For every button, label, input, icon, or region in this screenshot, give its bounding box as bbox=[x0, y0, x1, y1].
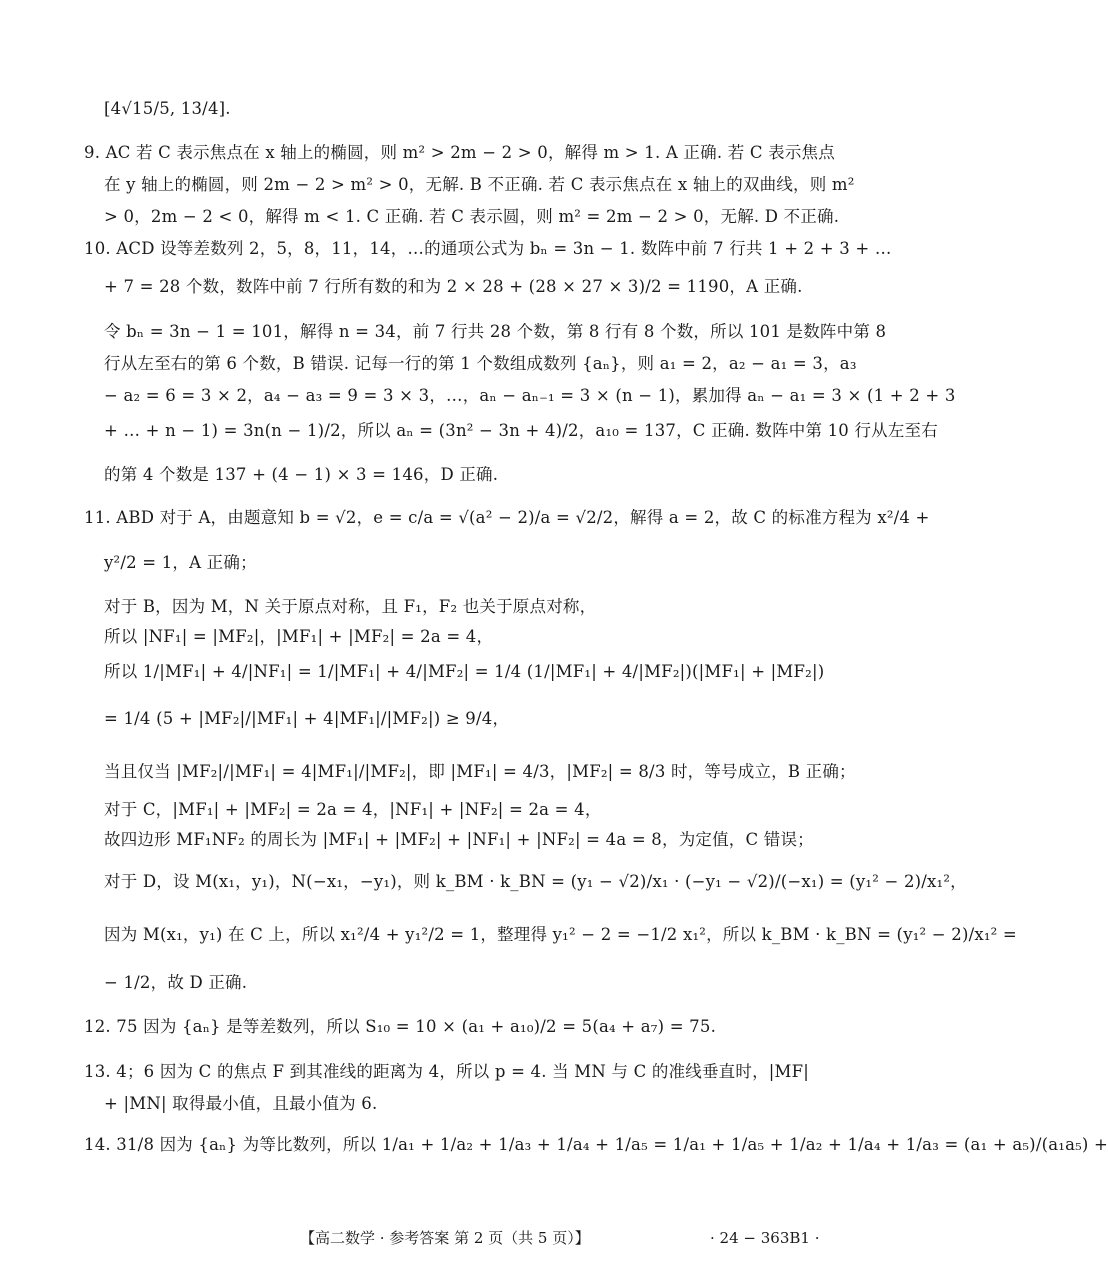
text-line: > 0，2m − 2 < 0，解得 m < 1. C 正确. 若 C 表示圆，则 m² = 2m − 2 > 0，无解. D 不正确. bbox=[104, 207, 840, 226]
text-line: 令 bₙ = 3n − 1 = 101，解得 n = 34，前 7 行共 28 个数，第 8 行有 8 个数，所以 101 是数阵中第 8 bbox=[104, 322, 887, 341]
footer-page-info: 【高二数学 · 参考答案 第 2 页（共 5 页）】 bbox=[300, 1229, 590, 1247]
text-line: 对于 B，因为 M，N 关于原点对称，且 F₁，F₂ 也关于原点对称， bbox=[104, 597, 597, 616]
text-line: 11. ABD 对于 A，由题意知 b = √2，e = c/a = √(a² − 2)/a = √2/2，解得 a = 2，故 C 的标准方程为 x²/4 + bbox=[84, 508, 930, 527]
text-line: + … + n − 1) = 3n(n − 1)/2，所以 aₙ = (3n² − 3n + 4)/2，a₁₀ = 137，C 正确. 数阵中第 10 行从左至右 bbox=[104, 421, 938, 440]
text-line: 对于 C，|MF₁| + |MF₂| = 2a = 4，|NF₁| + |NF₂| = 2a = 4， bbox=[104, 800, 602, 819]
text-line: 所以 1/|MF₁| + 4/|NF₁| = 1/|MF₁| + 4/|MF₂| = 1/4 (1/|MF₁| + 4/|MF₂|)(|MF₁| + |MF₂|) bbox=[104, 662, 825, 681]
text-line: 所以 |NF₁| = |MF₂|，|MF₁| + |MF₂| = 2a = 4， bbox=[104, 627, 494, 646]
text-line: = 1/4 (5 + |MF₂|/|MF₁| + 4|MF₁|/|MF₂|) ≥ 9/4， bbox=[104, 709, 510, 728]
text-line: + |MN| 取得最小值，且最小值为 6. bbox=[104, 1094, 378, 1113]
text-line: 14. 31/8 因为 {aₙ} 为等比数列，所以 1/a₁ + 1/a₂ + 1/a₃ + 1/a₄ + 1/a₅ = 1/a₁ + 1/a₅ + 1/a₂ + 1/a₄ + 1/a₃ = (a₁ + a₅)/(a₁a₅) + bbox=[84, 1135, 1108, 1154]
text-line: 的第 4 个数是 137 + (4 − 1) × 3 = 146，D 正确. bbox=[104, 465, 499, 484]
text-line: 在 y 轴上的椭圆，则 2m − 2 > m² > 0，无解. B 不正确. 若 C 表示焦点在 x 轴上的双曲线，则 m² bbox=[104, 175, 855, 194]
text-line: 9. AC 若 C 表示焦点在 x 轴上的椭圆，则 m² > 2m − 2 > 0，解得 m > 1. A 正确. 若 C 表示焦点 bbox=[84, 143, 835, 162]
text-line: 对于 D，设 M(x₁，y₁)，N(−x₁，−y₁)，则 k_BM · k_BN = (y₁ − √2)/x₁ · (−y₁ − √2)/(−x₁) = (y₁² − 2)/x₁²， bbox=[104, 872, 967, 891]
text-line: − 1/2，故 D 正确. bbox=[104, 973, 248, 992]
text-line: 行从左至右的第 6 个数，B 错误. 记每一行的第 1 个数组成数列 {aₙ}，则 a₁ = 2，a₂ − a₁ = 3，a₃ bbox=[104, 354, 857, 373]
text-line: 因为 M(x₁，y₁) 在 C 上，所以 x₁²/4 + y₁²/2 = 1，整理得 y₁² − 2 = −1/2 x₁²，所以 k_BM · k_BN = (y₁² − 2)/x₁² = bbox=[104, 925, 1017, 944]
text-line: y²/2 = 1，A 正确； bbox=[104, 553, 257, 572]
footer-doc-code: · 24 − 363B1 · bbox=[710, 1229, 820, 1247]
text-line: 12. 75 因为 {aₙ} 是等差数列，所以 S₁₀ = 10 × (a₁ + a₁₀)/2 = 5(a₄ + a₇) = 75. bbox=[84, 1017, 717, 1036]
text-line: [4√15/5, 13/4]. bbox=[104, 99, 231, 118]
text-line: 故四边形 MF₁NF₂ 的周长为 |MF₁| + |MF₂| + |NF₁| + |NF₂| = 4a = 8，为定值，C 错误； bbox=[104, 830, 814, 849]
text-line: 10. ACD 设等差数列 2，5，8，11，14，…的通项公式为 bₙ = 3n − 1. 数阵中前 7 行共 1 + 2 + 3 + … bbox=[84, 239, 892, 258]
text-line: + 7 = 28 个数，数阵中前 7 行所有数的和为 2 × 28 + (28 × 27 × 3)/2 = 1190，A 正确. bbox=[104, 277, 803, 296]
text-line: − a₂ = 6 = 3 × 2，a₄ − a₃ = 9 = 3 × 3，…，aₙ − aₙ₋₁ = 3 × (n − 1)，累加得 aₙ − a₁ = 3 × (1 + 2 + 3 bbox=[104, 386, 956, 405]
text-line: 当且仅当 |MF₂|/|MF₁| = 4|MF₁|/|MF₂|，即 |MF₁| = 4/3，|MF₂| = 8/3 时，等号成立，B 正确； bbox=[104, 762, 856, 781]
text-line: 13. 4；6 因为 C 的焦点 F 到其准线的距离为 4，所以 p = 4. 当 MN 与 C 的准线垂直时，|MF| bbox=[84, 1062, 810, 1081]
